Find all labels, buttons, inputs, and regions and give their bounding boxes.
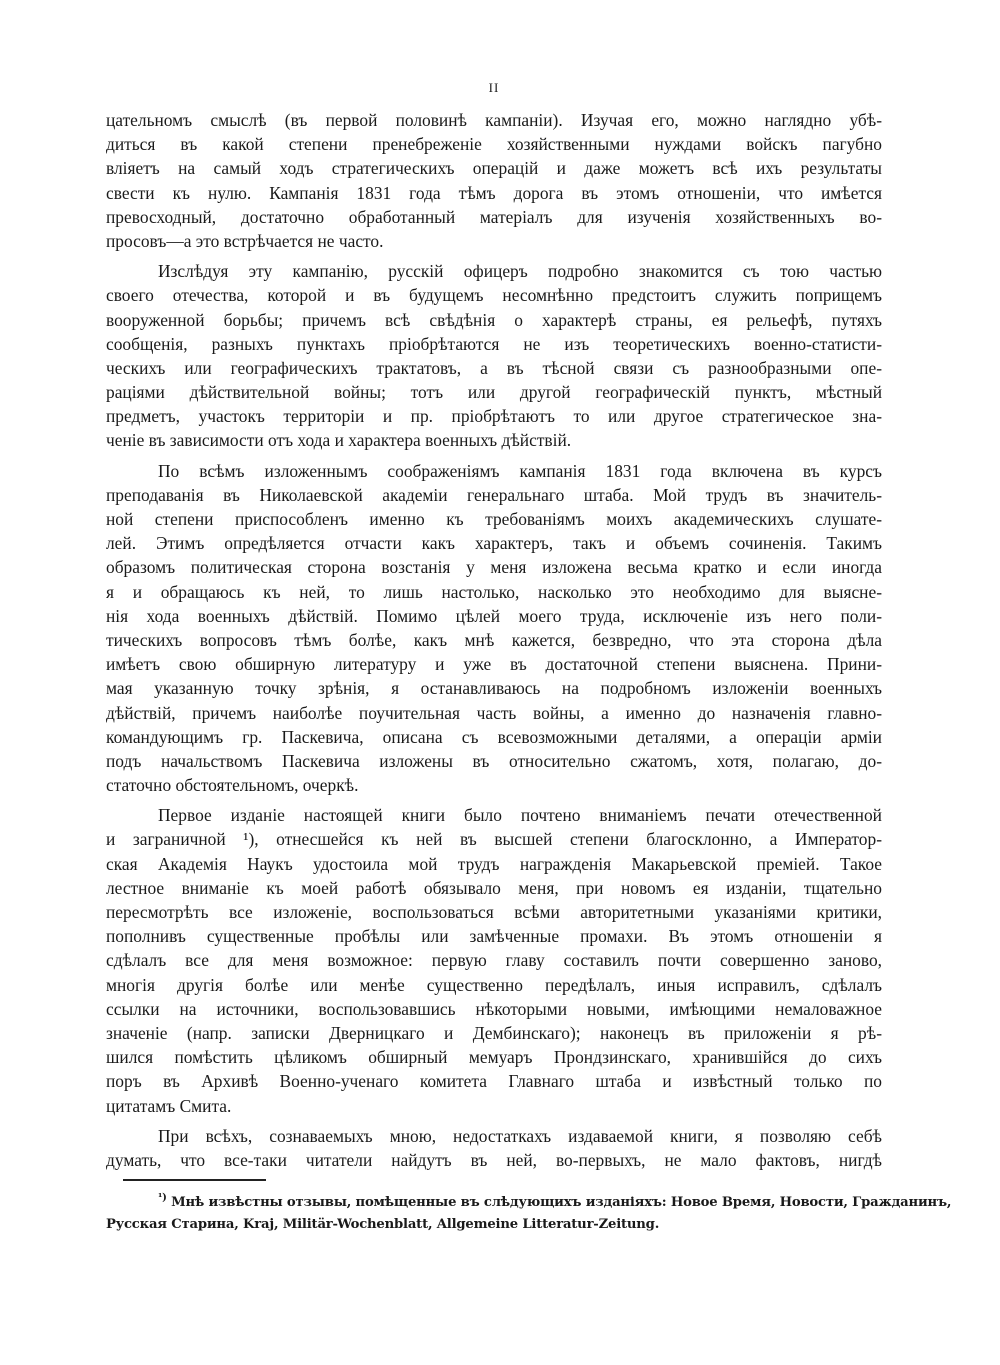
- text-line: своего отечества, которой и въ будущемъ несомнѣнно предстоитъ служить поприщемъ: [106, 285, 882, 306]
- text-line: Изслѣдуя эту кампанію, русскій офицеръ подробно знакомится съ тою частью: [158, 261, 882, 282]
- footnote-text: Мнѣ извѣстны отзывы, помѣщенные въ слѣдующихъ изданіяхъ: Новое Время, Новости, Гражданинъ,: [171, 1195, 952, 1210]
- text-line: нія хода военныхъ дѣйствій. Помимо цѣлей моего труда, исключеніе изъ него поли-: [106, 605, 882, 626]
- text-line: ной степени приспособленъ именно къ требованіямъ моихъ академическихъ слушате-: [106, 509, 882, 529]
- text-line: преподаванія въ Николаевской академіи генеральнаго штаба. Мой трудъ въ значитель-: [106, 484, 882, 505]
- text-line: вліяетъ на самый ходъ стратегическихъ операцій и даже можетъ всѣ ихъ результаты: [106, 158, 882, 179]
- text-line: лестное вниманіе къ моей работѣ обязывало меня, при новомъ ея изданіи, тщательно: [106, 877, 882, 898]
- text-line: многія другія болѣе или менѣе существенно передѣлалъ, иныя исправилъ, сдѣлалъ: [106, 974, 882, 995]
- text-line: сдѣлалъ все для меня возможное: первую главу составилъ почти совершенно заново,: [106, 950, 882, 971]
- text-line: дѣйствій, причемъ наиболѣе поучительная часть войны, а именно до назначенія главно-: [106, 702, 882, 723]
- text-line: значеніе (напр. записки Дверницкаго и Дембинскаго); наконецъ въ приложеніи я рѣ-: [106, 1022, 882, 1043]
- text-line: При всѣхъ, сознаваемыхъ мною, недостаткахъ издаваемой книги, я позволяю себѣ: [158, 1125, 882, 1146]
- text-line: образомъ политическая сторона возстанія у меня изложена весьма кратко и если иногда: [106, 557, 882, 578]
- paragraph-1: [106, 108, 882, 253]
- text-line: ссылки на источники, воспользовавшись нѣкоторыми новыми, имѣющими немаловажное: [106, 998, 882, 1019]
- text-line: думать, что все-таки читатели найдутъ въ ней, во-первыхъ, не мало фактовъ, нигдѣ: [106, 1149, 882, 1170]
- text-line: пополнивъ существенные пробѣлы или замѣченные промахи. Въ этомъ отношеніи я: [106, 926, 882, 947]
- footnote: [106, 1192, 952, 1236]
- body-text: [106, 108, 882, 1178]
- paragraph-3: [106, 459, 882, 798]
- footnote-separator: [123, 1179, 266, 1181]
- text-line: ченіе въ зависимости отъ хода и характера военныхъ дѣйствій.: [106, 430, 572, 451]
- text-line: подъ начальствомъ Паскевича изложены въ относительно сжатомъ, хотя, полагаю, до-: [106, 750, 882, 771]
- text-line: предметъ, участокъ территоріи и пр. пріобрѣтаютъ то или другое стратегическое зна-: [106, 406, 882, 427]
- paragraph-5: [106, 1124, 882, 1172]
- text-line: статочно обстоятельномъ, очеркѣ.: [106, 775, 359, 796]
- text-line: цательномъ смыслѣ (въ первой половинѣ кампаніи). Изучая его, можно наглядно убѣ-: [106, 110, 882, 130]
- text-line: Первое изданіе настоящей книги было почтено вниманіемъ печати отечественной: [158, 805, 882, 826]
- text-line: командующимъ гр. Паскевича, описана съ всевозможными деталями, а операціи арміи: [106, 726, 882, 747]
- text-line: раціями дѣйствительной войны; тотъ или другой географическій пунктъ, мѣстный: [106, 382, 882, 403]
- text-line: ческихъ или географическихъ трактатовъ, а въ тѣсной связи съ разнообразными опе-: [106, 357, 882, 378]
- text-line: диться въ какой степени пренебреженіе хозяйственными нуждами войскъ пагубно: [106, 134, 882, 155]
- paragraph-4: [106, 803, 882, 1117]
- footnote-line: Русская Старина, Kraj, Militär-Wochenblatt, Allgemeine Litteratur-Zeitung.: [106, 1217, 660, 1232]
- text-line: шился помѣстить цѣликомъ обширный мемуаръ Прондзинскаго, хранившійся до сихъ: [106, 1047, 882, 1068]
- text-line: просовъ—а это встрѣчается не часто.: [106, 230, 384, 251]
- text-line: По всѣмъ изложеннымъ соображеніямъ кампанія 1831 года включена въ курсъ: [158, 460, 882, 481]
- text-line: поръ въ Архивѣ Военно-ученаго комитета Главнаго штаба и извѣстный только по: [106, 1071, 882, 1092]
- text-line: мая указанную точку зрѣнія, я останавливаюсь на подробномъ изложеніи военныхъ: [106, 678, 882, 699]
- text-line: имѣетъ свою обширную литературу и уже въ достаточной степени выяснена. Прини-: [106, 654, 882, 675]
- text-line: цитатамъ Смита.: [106, 1095, 232, 1116]
- paragraph-2: [106, 259, 882, 453]
- text-line: вооруженной борьбы; причемъ всѣ свѣдѣнія о характерѣ страны, ея рельефѣ, путяхъ: [106, 309, 882, 330]
- text-line: ская Академія Наукъ удостоила мой трудъ награжденія Макарьевской преміей. Такое: [106, 853, 882, 874]
- text-line: лей. Этимъ опредѣляется отчасти какъ характеръ, такъ и объемъ сочиненія. Такимъ: [106, 533, 882, 554]
- page-number: II: [488, 80, 500, 95]
- text-line: сообщенія, разныхъ пунктахъ пріобрѣтаются не изъ теоретическихъ военно-статисти-: [106, 333, 882, 354]
- footnote-line: [106, 1192, 952, 1214]
- text-line: тическихъ вопросовъ тѣмъ болѣе, какъ мнѣ кажется, безвредно, что эта сторона дѣла: [106, 629, 882, 650]
- text-line: я и обращаюсь къ ней, то лишь настолько, насколько это необходимо для выясне-: [106, 581, 882, 602]
- text-line-with-footnote-ref: и заграничной ¹), отнесшейся къ ней въ высшей степени благосклонно, а Император-: [106, 829, 882, 850]
- footnote-marker: ¹): [158, 1192, 167, 1204]
- text-line: свести къ нулю. Кампанія 1831 года тѣмъ дорога въ этомъ отношеніи, что имѣется: [106, 182, 882, 203]
- text-line: превосходный, достаточно обработанный матеріалъ для изученія хозяйственныхъ во-: [106, 206, 882, 227]
- text-line: пересмотрѣть все изложеніе, воспользоваться всѣми авторитетными указаніями критики,: [106, 902, 882, 922]
